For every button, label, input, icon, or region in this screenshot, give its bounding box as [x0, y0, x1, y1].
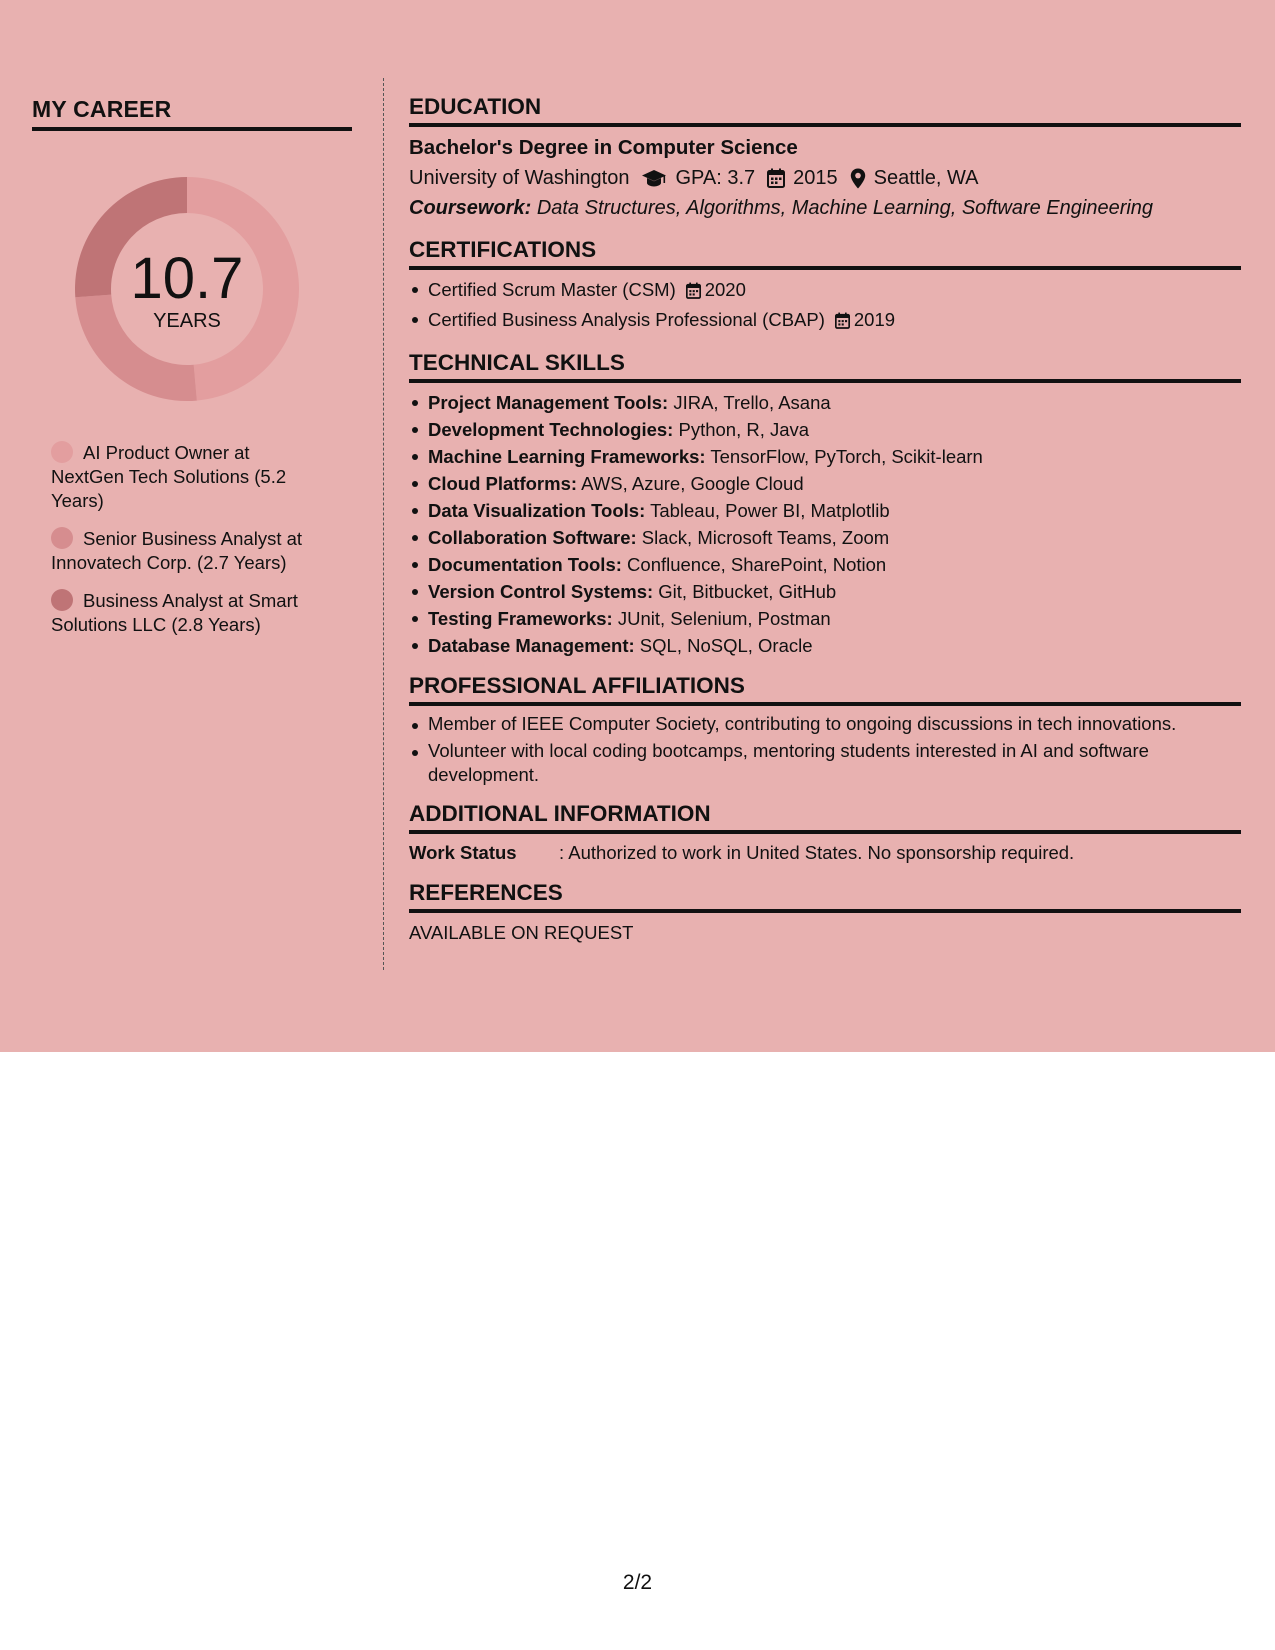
legend-dot [51, 441, 73, 463]
list-item [409, 524, 1241, 551]
list-item [409, 389, 1241, 416]
skill-value: Tableau, Power BI, Matplotlib [650, 500, 890, 521]
education-section [409, 94, 1241, 223]
donut-center [67, 169, 307, 409]
certifications-title: CERTIFICATIONS [409, 237, 1241, 270]
list-item [409, 416, 1241, 443]
graduation-cap-icon [641, 168, 667, 188]
career-legend [51, 441, 321, 637]
legend-label: Business Analyst at Smart Solutions LLC (2.8 Years) [51, 590, 298, 635]
list-item: Member of IEEE Computer Society, contributing to ongoing discussions in tech innovations. [409, 712, 1241, 736]
education-details [409, 163, 1241, 193]
certifications-section [409, 237, 1241, 336]
work-status-value: : Authorized to work in United States. No sponsorship required. [559, 842, 1075, 863]
page-number: 2/2 [622, 1571, 653, 1594]
legend-item [51, 527, 321, 575]
calendar-icon [835, 309, 850, 336]
skill-label: Documentation Tools: [428, 554, 622, 575]
affiliations-title: PROFESSIONAL AFFILIATIONS [409, 673, 1241, 706]
skill-label: Development Technologies: [428, 419, 674, 440]
calendar-icon [767, 168, 785, 188]
list-item [409, 497, 1241, 524]
school-name: University of Washington [409, 167, 630, 189]
skills-title: TECHNICAL SKILLS [409, 350, 1241, 383]
affiliations-list [409, 712, 1241, 787]
education-title: EDUCATION [409, 94, 1241, 127]
certifications-list [409, 276, 1241, 336]
school-location: Seattle, WA [873, 167, 979, 189]
list-item [409, 605, 1241, 632]
career-sidebar [32, 96, 352, 651]
references-text: AVAILABLE ON REQUEST [409, 922, 634, 943]
legend-item [51, 589, 321, 637]
coursework [409, 193, 1241, 223]
skill-label: Version Control Systems: [428, 581, 654, 602]
skill-label: Data Visualization Tools: [428, 500, 646, 521]
references-section [409, 880, 1241, 947]
list-item: Volunteer with local coding bootcamps, mentoring students interested in AI and software development. [409, 739, 1241, 787]
skill-label: Testing Frameworks: [428, 608, 613, 629]
list-item [409, 470, 1241, 497]
list-item [409, 551, 1241, 578]
skills-list [409, 389, 1241, 659]
skill-label: Project Management Tools: [428, 392, 669, 413]
degree-title: Bachelor's Degree in Computer Science [409, 136, 798, 159]
list-item [409, 578, 1241, 605]
skill-value: TensorFlow, PyTorch, Scikit-learn [710, 446, 983, 467]
gpa: GPA: 3.7 [675, 167, 756, 189]
location-pin-icon [850, 168, 866, 189]
skill-value: AWS, Azure, Google Cloud [581, 473, 804, 494]
work-status-label: Work Status [409, 842, 517, 863]
legend-label: Senior Business Analyst at Innovatech Corp. (2.7 Years) [51, 528, 303, 573]
additional-info-title: ADDITIONAL INFORMATION [409, 801, 1241, 834]
main-content [409, 94, 1241, 961]
coursework-list: Data Structures, Algorithms, Machine Learning, Software Engineering [536, 197, 1154, 219]
career-years-unit: YEARS [153, 309, 221, 332]
column-divider [383, 78, 384, 970]
skills-section [409, 350, 1241, 659]
certification-name: Certified Scrum Master (CSM) [428, 279, 676, 300]
additional-info-section [409, 801, 1241, 866]
skill-value: Git, Bitbucket, GitHub [658, 581, 837, 602]
work-status-row [409, 840, 1241, 866]
skill-label: Machine Learning Frameworks: [428, 446, 706, 467]
skill-value: Confluence, SharePoint, Notion [627, 554, 887, 575]
legend-dot [51, 589, 73, 611]
career-donut-chart [67, 169, 307, 409]
career-total-years: 10.7 [130, 245, 244, 311]
references-title: REFERENCES [409, 880, 1241, 913]
list-item [409, 306, 1241, 336]
skill-value: Slack, Microsoft Teams, Zoom [641, 527, 890, 548]
certification-name: Certified Business Analysis Professional (CBAP) [428, 309, 825, 330]
skill-value: JUnit, Selenium, Postman [617, 608, 831, 629]
list-item [409, 632, 1241, 659]
affiliations-section [409, 673, 1241, 787]
skill-label: Database Management: [428, 635, 635, 656]
skill-value: Python, R, Java [678, 419, 810, 440]
calendar-icon [686, 279, 701, 306]
legend-dot [51, 527, 73, 549]
skill-label: Collaboration Software: [428, 527, 637, 548]
coursework-label: Coursework: [409, 197, 532, 219]
skill-label: Cloud Platforms: [428, 473, 578, 494]
skill-value: JIRA, Trello, Asana [673, 392, 831, 413]
list-item [409, 443, 1241, 470]
list-item [409, 276, 1241, 306]
certification-year: 2019 [853, 309, 896, 330]
graduation-year: 2015 [793, 167, 838, 189]
legend-item [51, 441, 321, 513]
legend-label: AI Product Owner at NextGen Tech Solutions (5.2 Years) [51, 442, 287, 511]
skill-value: SQL, NoSQL, Oracle [639, 635, 813, 656]
certification-year: 2020 [704, 279, 746, 300]
career-title: MY CAREER [32, 96, 352, 131]
